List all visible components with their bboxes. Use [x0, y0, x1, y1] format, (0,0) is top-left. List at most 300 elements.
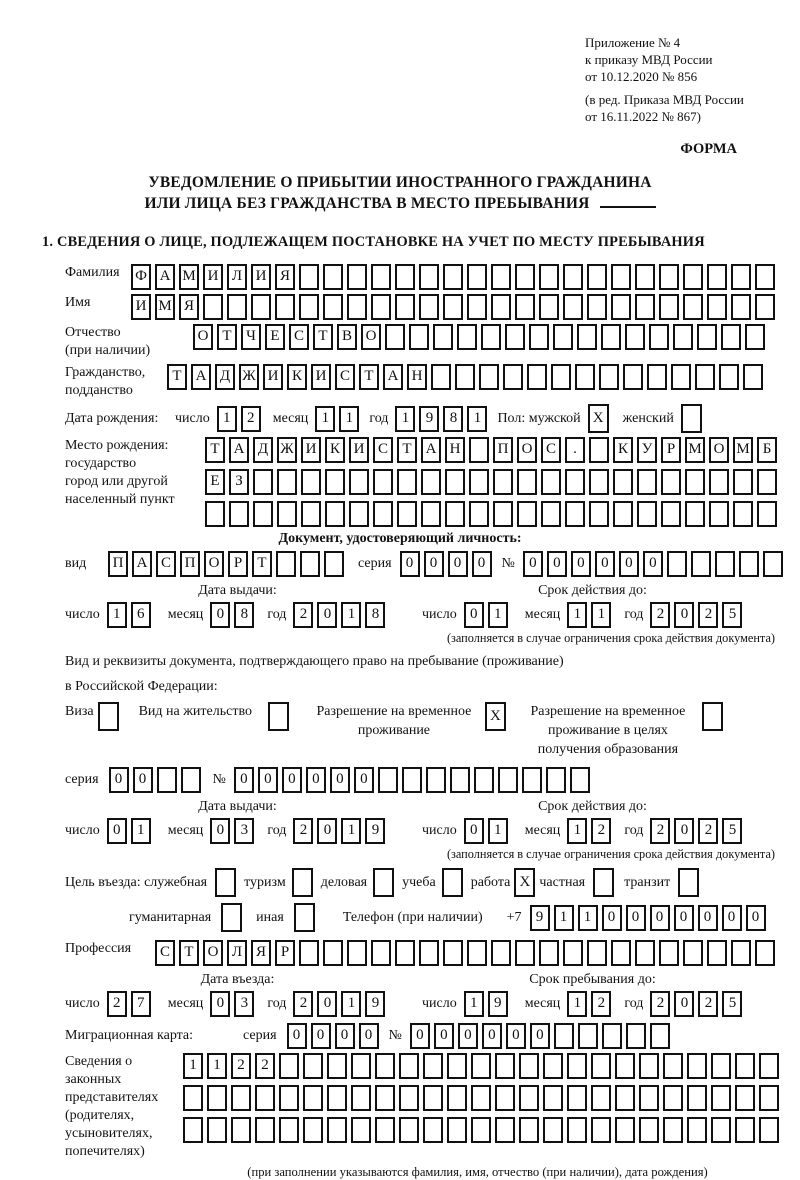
char-cell[interactable]	[589, 437, 609, 463]
purpose-tourism-checkbox[interactable]	[292, 868, 313, 897]
char-cell[interactable]	[467, 940, 487, 966]
char-cell[interactable]	[517, 501, 537, 527]
char-cell[interactable]	[739, 551, 759, 577]
char-cell[interactable]	[591, 1053, 611, 1079]
char-cell[interactable]	[733, 469, 753, 495]
char-cell[interactable]: 1	[315, 406, 335, 432]
char-cell[interactable]	[450, 767, 470, 793]
char-cell[interactable]: 5	[722, 818, 742, 844]
char-cell[interactable]: 0	[650, 905, 670, 931]
patronymic-cells[interactable]	[193, 324, 765, 350]
char-cell[interactable]: М	[733, 437, 753, 463]
char-cell[interactable]: X	[588, 404, 609, 433]
char-cell[interactable]: 1	[341, 602, 361, 628]
char-cell[interactable]	[227, 294, 247, 320]
char-cell[interactable]	[577, 324, 597, 350]
char-cell[interactable]	[721, 324, 741, 350]
char-cell[interactable]	[635, 940, 655, 966]
char-cell[interactable]	[299, 294, 319, 320]
char-cell[interactable]	[443, 294, 463, 320]
char-cell[interactable]	[375, 1117, 395, 1143]
char-cell[interactable]	[495, 1117, 515, 1143]
char-cell[interactable]	[659, 264, 679, 290]
birth-month-cells[interactable]	[315, 406, 359, 432]
char-cell[interactable]	[575, 364, 595, 390]
char-cell[interactable]: С	[156, 551, 176, 577]
char-cell[interactable]	[755, 294, 775, 320]
char-cell[interactable]	[423, 1117, 443, 1143]
char-cell[interactable]	[443, 940, 463, 966]
char-cell[interactable]	[755, 940, 775, 966]
char-cell[interactable]: 1	[339, 406, 359, 432]
char-cell[interactable]: 0	[464, 602, 484, 628]
char-cell[interactable]	[543, 1117, 563, 1143]
char-cell[interactable]: 1	[567, 818, 587, 844]
char-cell[interactable]: 0	[523, 551, 543, 577]
char-cell[interactable]	[709, 501, 729, 527]
char-cell[interactable]: 0	[674, 602, 694, 628]
char-cell[interactable]: Т	[217, 324, 237, 350]
char-cell[interactable]	[324, 551, 344, 577]
char-cell[interactable]: 0	[506, 1023, 526, 1049]
char-cell[interactable]: 0	[674, 818, 694, 844]
char-cell[interactable]: .	[565, 437, 585, 463]
char-cell[interactable]	[637, 469, 657, 495]
char-cell[interactable]: 0	[317, 991, 337, 1017]
char-cell[interactable]: Я	[179, 294, 199, 320]
char-cell[interactable]: С	[373, 437, 393, 463]
char-cell[interactable]	[255, 1085, 275, 1111]
char-cell[interactable]: Ж	[239, 364, 259, 390]
name-cells[interactable]	[131, 294, 775, 320]
char-cell[interactable]: 0	[626, 905, 646, 931]
char-cell[interactable]: С	[155, 940, 175, 966]
purpose-other-checkbox[interactable]	[294, 903, 315, 932]
char-cell[interactable]: 7	[131, 991, 151, 1017]
char-cell[interactable]	[731, 264, 751, 290]
char-cell[interactable]: В	[337, 324, 357, 350]
birth-place-cells-line3[interactable]	[205, 501, 777, 527]
char-cell[interactable]	[205, 501, 225, 527]
char-cell[interactable]: Л	[227, 264, 247, 290]
char-cell[interactable]	[553, 324, 573, 350]
char-cell[interactable]	[469, 437, 489, 463]
char-cell[interactable]: О	[204, 551, 224, 577]
char-cell[interactable]	[157, 767, 177, 793]
char-cell[interactable]	[683, 294, 703, 320]
char-cell[interactable]	[659, 940, 679, 966]
char-cell[interactable]	[685, 469, 705, 495]
char-cell[interactable]	[687, 1117, 707, 1143]
char-cell[interactable]	[650, 1023, 670, 1049]
char-cell[interactable]	[443, 264, 463, 290]
char-cell[interactable]	[301, 469, 321, 495]
purpose-study-checkbox[interactable]	[442, 868, 463, 897]
char-cell[interactable]	[395, 940, 415, 966]
char-cell[interactable]	[615, 1085, 635, 1111]
char-cell[interactable]	[207, 1117, 227, 1143]
char-cell[interactable]	[733, 501, 753, 527]
char-cell[interactable]: 3	[234, 991, 254, 1017]
char-cell[interactable]	[325, 469, 345, 495]
char-cell[interactable]: 1	[467, 406, 487, 432]
char-cell[interactable]: 0	[311, 1023, 331, 1049]
char-cell[interactable]	[323, 264, 343, 290]
char-cell[interactable]	[593, 868, 614, 897]
char-cell[interactable]: Т	[252, 551, 272, 577]
char-cell[interactable]: 1	[217, 406, 237, 432]
char-cell[interactable]	[402, 767, 422, 793]
char-cell[interactable]	[471, 1117, 491, 1143]
char-cell[interactable]	[479, 364, 499, 390]
char-cell[interactable]	[731, 940, 751, 966]
char-cell[interactable]: 0	[109, 767, 129, 793]
char-cell[interactable]	[469, 469, 489, 495]
char-cell[interactable]	[539, 294, 559, 320]
char-cell[interactable]	[421, 469, 441, 495]
migration-number-cells[interactable]	[410, 1023, 670, 1049]
char-cell[interactable]: О	[709, 437, 729, 463]
char-cell[interactable]	[399, 1117, 419, 1143]
permit-issue-year-cells[interactable]	[293, 818, 385, 844]
char-cell[interactable]: П	[180, 551, 200, 577]
char-cell[interactable]	[481, 324, 501, 350]
char-cell[interactable]: 5	[722, 602, 742, 628]
char-cell[interactable]: 0	[107, 818, 127, 844]
permit-issue-day-cells[interactable]	[107, 818, 151, 844]
char-cell[interactable]: О	[193, 324, 213, 350]
char-cell[interactable]	[757, 469, 777, 495]
char-cell[interactable]: 2	[231, 1053, 251, 1079]
char-cell[interactable]	[447, 1085, 467, 1111]
char-cell[interactable]	[299, 264, 319, 290]
char-cell[interactable]: М	[155, 294, 175, 320]
char-cell[interactable]: И	[251, 264, 271, 290]
char-cell[interactable]	[349, 469, 369, 495]
char-cell[interactable]	[663, 1085, 683, 1111]
char-cell[interactable]: 8	[365, 602, 385, 628]
char-cell[interactable]	[431, 364, 451, 390]
char-cell[interactable]	[221, 903, 242, 932]
char-cell[interactable]: И	[301, 437, 321, 463]
char-cell[interactable]	[671, 364, 691, 390]
char-cell[interactable]	[495, 1053, 515, 1079]
char-cell[interactable]	[551, 364, 571, 390]
char-cell[interactable]	[373, 868, 394, 897]
char-cell[interactable]: 0	[282, 767, 302, 793]
char-cell[interactable]	[351, 1053, 371, 1079]
char-cell[interactable]	[503, 364, 523, 390]
char-cell[interactable]	[277, 501, 297, 527]
char-cell[interactable]: Т	[359, 364, 379, 390]
char-cell[interactable]: 0	[571, 551, 591, 577]
char-cell[interactable]	[707, 264, 727, 290]
char-cell[interactable]: 0	[595, 551, 615, 577]
permit-issue-month-cells[interactable]	[210, 818, 254, 844]
char-cell[interactable]	[371, 940, 391, 966]
visa-checkbox[interactable]	[98, 702, 119, 731]
char-cell[interactable]	[589, 469, 609, 495]
char-cell[interactable]	[474, 767, 494, 793]
char-cell[interactable]	[519, 1053, 539, 1079]
char-cell[interactable]	[299, 940, 319, 966]
char-cell[interactable]: 0	[458, 1023, 478, 1049]
permit-number-cells[interactable]	[234, 767, 590, 793]
char-cell[interactable]	[378, 767, 398, 793]
char-cell[interactable]: 6	[131, 602, 151, 628]
char-cell[interactable]: 0	[424, 551, 444, 577]
char-cell[interactable]: 2	[698, 991, 718, 1017]
char-cell[interactable]: И	[203, 264, 223, 290]
sex-male-checkbox[interactable]	[588, 404, 609, 433]
char-cell[interactable]	[563, 940, 583, 966]
char-cell[interactable]: Н	[407, 364, 427, 390]
purpose-official-checkbox[interactable]	[215, 868, 236, 897]
char-cell[interactable]	[303, 1117, 323, 1143]
residence-permit-checkbox[interactable]	[268, 702, 289, 731]
char-cell[interactable]	[279, 1085, 299, 1111]
char-cell[interactable]	[279, 1053, 299, 1079]
permit-expiry-day-cells[interactable]	[464, 818, 508, 844]
char-cell[interactable]	[419, 264, 439, 290]
char-cell[interactable]: 1	[578, 905, 598, 931]
char-cell[interactable]	[351, 1117, 371, 1143]
char-cell[interactable]: 9	[419, 406, 439, 432]
char-cell[interactable]	[639, 1117, 659, 1143]
char-cell[interactable]	[498, 767, 518, 793]
char-cell[interactable]	[546, 767, 566, 793]
char-cell[interactable]: 0	[482, 1023, 502, 1049]
char-cell[interactable]: И	[131, 294, 151, 320]
char-cell[interactable]: 2	[255, 1053, 275, 1079]
char-cell[interactable]: 9	[488, 991, 508, 1017]
char-cell[interactable]	[554, 1023, 574, 1049]
char-cell[interactable]	[505, 324, 525, 350]
char-cell[interactable]: К	[325, 437, 345, 463]
char-cell[interactable]	[635, 264, 655, 290]
char-cell[interactable]: И	[311, 364, 331, 390]
birth-day-cells[interactable]	[217, 406, 261, 432]
char-cell[interactable]	[349, 501, 369, 527]
char-cell[interactable]: 0	[258, 767, 278, 793]
char-cell[interactable]	[385, 324, 405, 350]
char-cell[interactable]	[661, 469, 681, 495]
char-cell[interactable]	[522, 767, 542, 793]
char-cell[interactable]	[719, 364, 739, 390]
char-cell[interactable]: А	[155, 264, 175, 290]
char-cell[interactable]: 2	[698, 818, 718, 844]
char-cell[interactable]: 0	[359, 1023, 379, 1049]
temp-residence-edu-checkbox[interactable]	[702, 702, 723, 731]
char-cell[interactable]	[469, 501, 489, 527]
char-cell[interactable]: 0	[643, 551, 663, 577]
char-cell[interactable]	[445, 469, 465, 495]
id-issue-day-cells[interactable]	[107, 602, 151, 628]
char-cell[interactable]	[615, 1117, 635, 1143]
char-cell[interactable]	[587, 940, 607, 966]
char-cell[interactable]: С	[335, 364, 355, 390]
char-cell[interactable]	[661, 501, 681, 527]
char-cell[interactable]	[347, 294, 367, 320]
char-cell[interactable]: 0	[210, 818, 230, 844]
doc-type-cells[interactable]	[108, 551, 344, 577]
char-cell[interactable]	[687, 1085, 707, 1111]
char-cell[interactable]	[635, 294, 655, 320]
char-cell[interactable]	[279, 1117, 299, 1143]
char-cell[interactable]: 2	[591, 991, 611, 1017]
char-cell[interactable]	[517, 469, 537, 495]
char-cell[interactable]: К	[613, 437, 633, 463]
char-cell[interactable]: А	[421, 437, 441, 463]
char-cell[interactable]	[611, 294, 631, 320]
char-cell[interactable]	[587, 264, 607, 290]
char-cell[interactable]: 1	[395, 406, 415, 432]
id-expiry-year-cells[interactable]	[650, 602, 742, 628]
char-cell[interactable]	[515, 940, 535, 966]
char-cell[interactable]	[253, 501, 273, 527]
char-cell[interactable]: С	[541, 437, 561, 463]
char-cell[interactable]	[455, 364, 475, 390]
char-cell[interactable]: Л	[227, 940, 247, 966]
char-cell[interactable]	[695, 364, 715, 390]
char-cell[interactable]	[495, 1085, 515, 1111]
char-cell[interactable]	[711, 1085, 731, 1111]
char-cell[interactable]: 1	[567, 602, 587, 628]
permit-expiry-month-cells[interactable]	[567, 818, 611, 844]
char-cell[interactable]	[702, 702, 723, 731]
char-cell[interactable]	[567, 1117, 587, 1143]
permit-expiry-year-cells[interactable]	[650, 818, 742, 844]
char-cell[interactable]	[371, 264, 391, 290]
char-cell[interactable]	[625, 324, 645, 350]
char-cell[interactable]: Ч	[241, 324, 261, 350]
char-cell[interactable]	[303, 1053, 323, 1079]
char-cell[interactable]	[691, 551, 711, 577]
char-cell[interactable]	[711, 1117, 731, 1143]
char-cell[interactable]	[685, 501, 705, 527]
char-cell[interactable]	[491, 294, 511, 320]
birth-place-cells-line2[interactable]	[205, 469, 777, 495]
char-cell[interactable]: X	[485, 702, 506, 731]
char-cell[interactable]: Ж	[277, 437, 297, 463]
char-cell[interactable]	[543, 1085, 563, 1111]
char-cell[interactable]	[399, 1085, 419, 1111]
entry-year-cells[interactable]	[293, 991, 385, 1017]
char-cell[interactable]: Н	[445, 437, 465, 463]
char-cell[interactable]: 0	[306, 767, 326, 793]
char-cell[interactable]: 0	[354, 767, 374, 793]
char-cell[interactable]: О	[517, 437, 537, 463]
char-cell[interactable]	[255, 1117, 275, 1143]
char-cell[interactable]	[375, 1085, 395, 1111]
char-cell[interactable]: 2	[293, 602, 313, 628]
char-cell[interactable]: 0	[287, 1023, 307, 1049]
char-cell[interactable]	[275, 294, 295, 320]
char-cell[interactable]: Р	[228, 551, 248, 577]
char-cell[interactable]: X	[514, 868, 535, 897]
char-cell[interactable]	[623, 364, 643, 390]
char-cell[interactable]: 0	[674, 991, 694, 1017]
char-cell[interactable]	[663, 1053, 683, 1079]
char-cell[interactable]: О	[203, 940, 223, 966]
phone-cells[interactable]	[530, 905, 766, 931]
char-cell[interactable]	[591, 1085, 611, 1111]
char-cell[interactable]	[325, 501, 345, 527]
char-cell[interactable]	[715, 551, 735, 577]
char-cell[interactable]: И	[349, 437, 369, 463]
char-cell[interactable]: Б	[757, 437, 777, 463]
char-cell[interactable]	[375, 1053, 395, 1079]
char-cell[interactable]	[529, 324, 549, 350]
char-cell[interactable]: Я	[251, 940, 271, 966]
char-cell[interactable]	[303, 1085, 323, 1111]
char-cell[interactable]	[599, 364, 619, 390]
char-cell[interactable]	[445, 501, 465, 527]
char-cell[interactable]: Р	[661, 437, 681, 463]
temp-residence-checkbox[interactable]	[485, 702, 506, 731]
char-cell[interactable]: О	[361, 324, 381, 350]
char-cell[interactable]	[519, 1085, 539, 1111]
char-cell[interactable]	[697, 324, 717, 350]
char-cell[interactable]	[570, 767, 590, 793]
char-cell[interactable]	[759, 1053, 779, 1079]
char-cell[interactable]	[447, 1117, 467, 1143]
char-cell[interactable]: 0	[234, 767, 254, 793]
char-cell[interactable]: К	[287, 364, 307, 390]
char-cell[interactable]	[515, 264, 535, 290]
char-cell[interactable]	[755, 264, 775, 290]
char-cell[interactable]	[395, 294, 415, 320]
char-cell[interactable]	[467, 294, 487, 320]
char-cell[interactable]	[301, 501, 321, 527]
char-cell[interactable]: Д	[253, 437, 273, 463]
char-cell[interactable]	[759, 1085, 779, 1111]
doc-series-cells[interactable]	[400, 551, 492, 577]
char-cell[interactable]	[687, 1053, 707, 1079]
char-cell[interactable]: 0	[602, 905, 622, 931]
char-cell[interactable]	[426, 767, 446, 793]
char-cell[interactable]	[294, 903, 315, 932]
char-cell[interactable]: И	[263, 364, 283, 390]
char-cell[interactable]	[709, 469, 729, 495]
char-cell[interactable]: Е	[205, 469, 225, 495]
birth-place-cells-line1[interactable]	[205, 437, 777, 463]
sex-female-checkbox[interactable]	[681, 404, 702, 433]
char-cell[interactable]	[602, 1023, 622, 1049]
purpose-private-checkbox[interactable]	[593, 868, 614, 897]
char-cell[interactable]	[541, 469, 561, 495]
char-cell[interactable]: Т	[205, 437, 225, 463]
char-cell[interactable]	[371, 294, 391, 320]
char-cell[interactable]: 0	[330, 767, 350, 793]
char-cell[interactable]: 0	[133, 767, 153, 793]
entry-day-cells[interactable]	[107, 991, 151, 1017]
char-cell[interactable]: 0	[619, 551, 639, 577]
char-cell[interactable]	[373, 469, 393, 495]
char-cell[interactable]	[215, 868, 236, 897]
char-cell[interactable]: 0	[530, 1023, 550, 1049]
char-cell[interactable]: 2	[698, 602, 718, 628]
char-cell[interactable]: 0	[317, 602, 337, 628]
char-cell[interactable]	[327, 1085, 347, 1111]
char-cell[interactable]: 1	[591, 602, 611, 628]
char-cell[interactable]	[423, 1085, 443, 1111]
char-cell[interactable]	[183, 1117, 203, 1143]
char-cell[interactable]	[419, 940, 439, 966]
char-cell[interactable]	[673, 324, 693, 350]
char-cell[interactable]	[667, 551, 687, 577]
char-cell[interactable]	[491, 940, 511, 966]
